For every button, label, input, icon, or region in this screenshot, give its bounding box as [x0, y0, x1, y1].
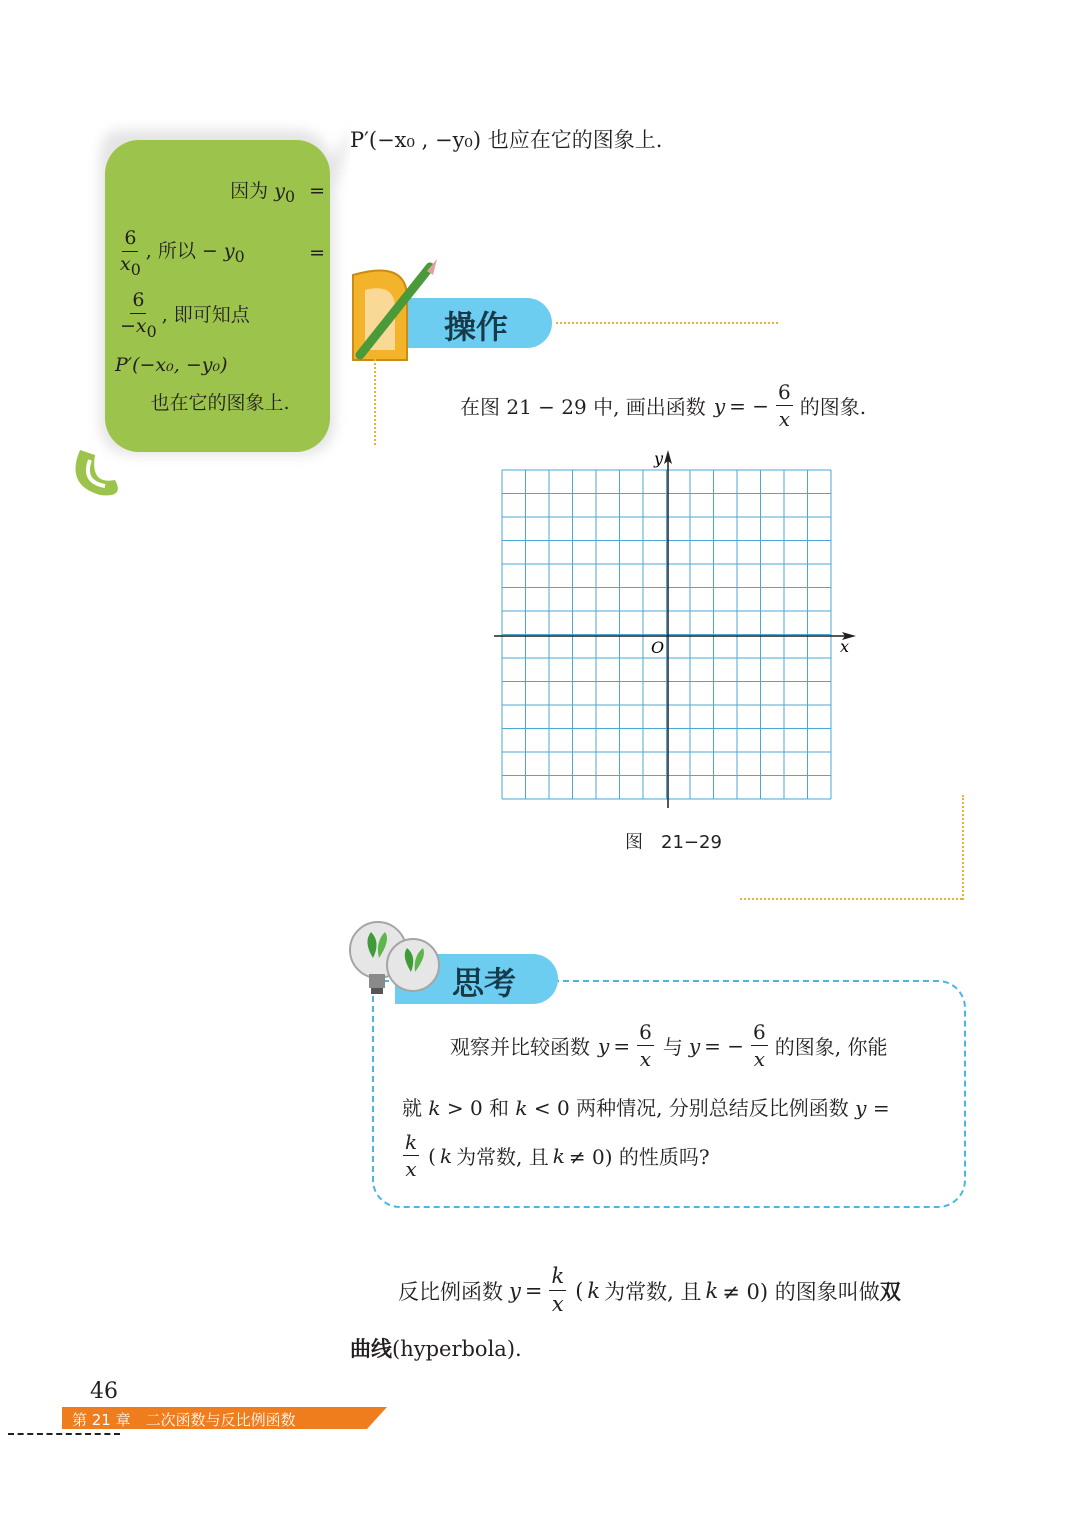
grid-svg	[490, 448, 860, 813]
think-line-3: $\frac{k}{x}$ ( k 为常数, 且 k ≠ 0) 的性质吗?	[405, 1130, 710, 1181]
operation-title: 操作	[444, 308, 509, 346]
page-number: 46	[90, 1379, 118, 1404]
think-fraction-1: $\frac{6}{x}$	[639, 1020, 652, 1071]
chapter-bar	[62, 1407, 387, 1429]
operation-instruction: 在图 21 − 29 中, 画出函数 y = − $\frac{6}{x}$ 的图象.	[460, 380, 867, 431]
think-title: 思考	[452, 964, 517, 1002]
definition-line-1: 反比例函数 y = $\frac{k}{x}$ ( k 为常数, 且 k ≠ 0) 的图象叫做 双	[398, 1264, 901, 1316]
operation-dotted-bottom	[740, 898, 962, 900]
y-axis-label: y	[654, 449, 664, 468]
footer-dashes	[8, 1433, 120, 1435]
top-line: P′(−x₀ , −y₀) 也应在它的图象上.	[350, 128, 663, 152]
note-line-2: $\frac{6}{x_0}$ , 所以 − $y_0$ =	[120, 226, 325, 279]
origin-label: O	[651, 638, 665, 657]
operation-dotted-left	[374, 350, 376, 445]
chapter-title: 第 21 章 二次函数与反比例函数	[72, 1411, 296, 1429]
think-line-2: 就 k > 0 和 k < 0 两种情况, 分别总结反比例函数 y =	[402, 1096, 890, 1120]
note-line-5: 也在它的图象上.	[150, 392, 290, 414]
note-fraction-2: $\frac{6}{-x_0}$	[120, 288, 157, 341]
x-axis-label: x	[840, 637, 850, 656]
lightbulb-plant-icon	[343, 910, 443, 1014]
coordinate-grid-figure	[490, 448, 860, 813]
note-line-3: $\frac{6}{-x_0}$ , 即可知点	[120, 288, 250, 341]
note-line-1: 因为 $y_0$ =	[230, 180, 325, 206]
operation-dotted-rule	[556, 322, 778, 324]
operation-dotted-right	[962, 795, 964, 900]
instruction-fraction: $\frac{6}{x}$	[778, 380, 791, 431]
protractor-pencil-icon	[345, 255, 445, 369]
note-line-4: P′(−x₀, −y₀)	[115, 354, 228, 376]
think-fraction-3: $\frac{k}{x}$	[405, 1130, 418, 1181]
note-fraction-1: $\frac{6}{x_0}$	[120, 226, 141, 279]
definition-fraction: $\frac{k}{x}$	[551, 1264, 565, 1316]
definition-line-2: 曲线(hyperbola).	[350, 1337, 522, 1361]
think-line-1: 观察并比较函数 y = $\frac{6}{x}$ 与 y = − $\frac{6}{x}$ 的图象, 你能	[450, 1020, 888, 1071]
sidebar-note	[60, 120, 350, 510]
think-fraction-2: $\frac{6}{x}$	[753, 1020, 766, 1071]
figure-caption: 图 21−29	[625, 832, 722, 853]
